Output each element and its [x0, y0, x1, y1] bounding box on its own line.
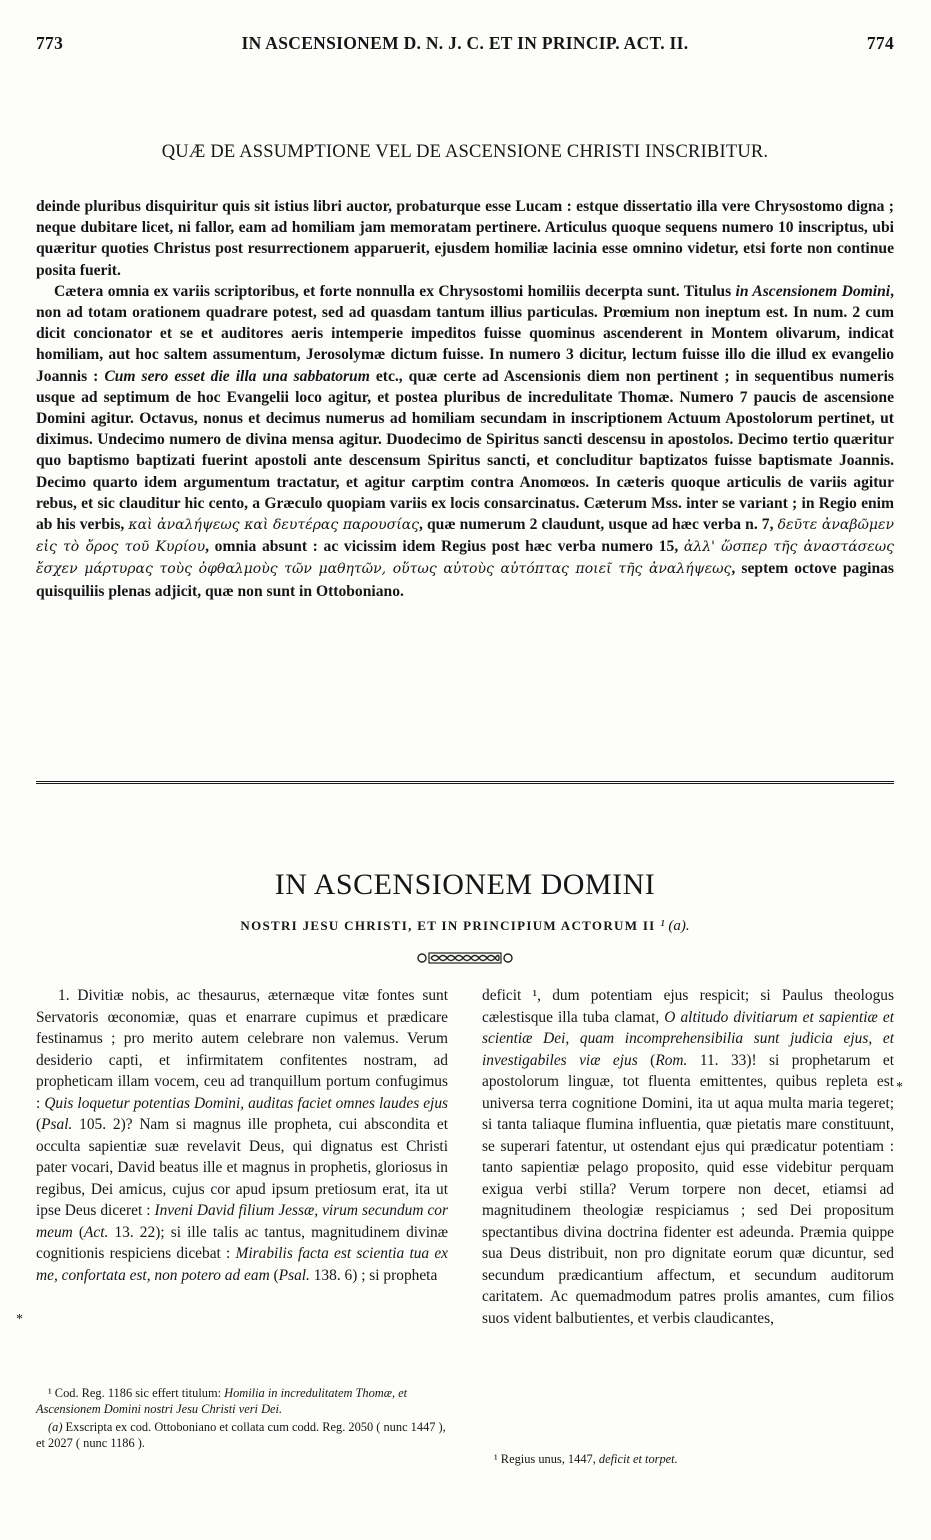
margin-mark: *	[896, 1080, 903, 1095]
greek-quote-2: δεῦτε ἀναβῶμεν εἰς τὸ ὄρος τοῦ Κυρίου	[36, 517, 894, 556]
homily-title: IN ASCENSIONEM DOMINI	[274, 868, 656, 901]
greek-quote-3: ἀλλ' ὥσπερ τῆς ἀναστάσεως ἔσχεν μάρτυρας τοὺς ὀφθαλμοὺς τῶν μαθητῶν, οὕτως αὐτοὺς αὐτόπτας ποιεῖ τῆς ἀναλήψεως	[36, 539, 895, 578]
homily-column-right	[482, 985, 894, 1329]
page-number-left: 773	[36, 33, 64, 53]
footnote-a: (a) Exscripta ex cod. Ottoboniano et collata cum codd. Reg. 2050 ( nunc 1447 ), et 2027 ( nunc 1186 ).	[36, 1420, 446, 1450]
section-heading: QUÆ DE ASSUMPTIONE VEL DE ASCENSIONE CHRISTI INSCRIBITUR.	[161, 142, 769, 162]
running-head	[36, 33, 894, 59]
intro-notice	[36, 196, 894, 602]
homily-column-left	[36, 985, 448, 1286]
ornament-divider	[416, 951, 514, 965]
margin-mark: *	[16, 1312, 23, 1327]
running-title: IN ASCENSIONEM D. N. J. C. ET IN PRINCIP. ACT. II.	[241, 33, 689, 53]
subtitle-note-marks: ¹ (a).	[660, 918, 690, 934]
footnotes-left	[36, 1385, 448, 1453]
greek-quote-1: καὶ ἀναλήψεως καὶ δευτέρας παρουσίας	[128, 517, 420, 534]
section-divider	[36, 781, 894, 784]
homily-paragraph-continued: deficit ¹, dum potentiam ejus respicit; si Paulus theologus cælestisque illa tuba clamat, O altitudo divitiarum et sapientiæ et scientiæ Dei, quam incomprehensibilia sunt judicia ejus, et investigabiles viæ ejus (Rom. 11. 33)! si prophetarum et apostolorum linguæ, tot fluenta emittentes, quibus repleta est universa terra cognitione Domini, ita ut aqua multa maria tegeret; si tanta taliaque flumina influentia, quæ pietatis mare constituunt, se superari fatentur, ut ostendant ejus qui prædicatur potentiam : tanto sapientiæ pelago proposito, quid esse videbitur perquam exigua verbi stilla? Verum torpere non decet, etiamsi ad magnitudinem theologiæ respiciamus ; sed Dei propositum spectantibus divina doctrina fidenter est adeunda. Præmia quippe sua Deus distribuit, non pro dignitate eorum quæ dicuntur, sed secundum prædicantium affectum, et secundum auditorum caritatem. Ac quemadmodum patres prolis amantes, cum filios suos vident balbutientes, et verbis claudicantes,	[482, 987, 894, 1327]
homily-subtitle: NOSTRI JESU CHRISTI, ET IN PRINCIPIUM ACTORUM II ¹ (a).	[240, 918, 690, 934]
page-number-right: 774	[866, 33, 894, 53]
footnote-1: ¹ Cod. Reg. 1186 sic effert titulum: Homilia in incredulitatem Thomæ, et Ascensionem Domini nostri Jesu Christi veri Dei.	[36, 1386, 408, 1416]
intro-paragraph-1: deinde pluribus disquiritur quis sit istius libri auctor, probaturque esse Lucam : estque dissertatio illa vere Chrysostomo digna ; neque dubitare licet, ni fallor, eam ad homiliam jam memoratam pertinere. Articulus quoque sequens numero 10 inscriptus, ubi quæritur quoties Christus post resurrectionem apparuerit, ejusdem homiliæ lacinia esse omnino videtur, etsi forte non continue posita fuerit.	[36, 198, 894, 279]
intro-paragraph-2: Cætera omnia ex variis scriptoribus, et forte nonnulla ex Chrysostomi homiliis decerpta sunt. Titulus in Ascensionem Domini, non ad totam orationem quadrare potest, sed ad quasdam tantum illius particulas. Prœmium non ineptum est. In num. 2 cum dicit concionator et se et auditores aeris intemperie impeditos fuisse quominus ascenderent in Montem olivarum, indicat homiliam, aut hoc saltem assumentum, Jerosolymæ dictum fuisse. In numero 3 dicitur, lectum fuisse illo die illud ex evangelio Joannis : Cum sero esset die illa una sabbatorum etc., quæ certe ad Ascensionis diem non pertinent ; in sequentibus numeris usque ad septimum de hoc Evangelii loco agitur, et postea pluribus de incredulitate Thomæ. Numero 7 paucis de ascensione Domini agitur. Octavus, nonus et decimus numerus ad homiliam secundam in inscriptionem Actuum Apostolorum pertinet, ut diximus. Undecimo numero de divina mensa agitur. Duodecimo de Spiritus sancti descensu in apostolos. Decimo tertio quæritur quo baptismo baptizati fuerint apostoli ante descensum Spiritus sancti, et concluditur baptizatos fuisse baptismate Joannis. Decimo quarto idem argumentum tractatur, et agitur carptim contra Anomœos. In cæteris quoque articulis de variis agitur rebus, et sic clauditur hic cento, a Græculo quopiam variis ex locis consarcinatus. Cæterum Mss. inter se variant ; in Regio enim ab his verbis, καὶ ἀναλήψεως καὶ δευτέρας παρουσίας, quæ numerum 2 claudunt, usque ad hæc verba n. 7, δεῦτε ἀναβῶμεν εἰς τὸ ὄρος τοῦ Κυρίου, omnia absunt : ac vicissim idem Regius post hæc verba numero 15, ἀλλ' ὥσπερ τῆς ἀναστάσεως ἔσχεν μάρτυρας τοὺς ὀφθαλμοὺς τῶν μαθητῶν, οὕτως αὐτοὺς αὐτόπτας ποιεῖ τῆς ἀναλήψεως, septem octove paginas quisquiliis plenas adjicit, quæ non sunt in Ottoboniano.	[36, 282, 895, 600]
homily-paragraph-1: 1. Divitiæ nobis, ac thesaurus, æternæque vitæ fontes sunt Servatoris œconomiæ, quas et enarrare cupimus et prædicare festinamus ; pro merito autem celebrare non valemus. Verum desiderio capti, et infirmitatem confitentes nostram, ad propheticam illam vocem, ceu ad tranquillum portum confugimus : Quis loquetur potentias Domini, auditas faciet omnes laudes ejus (Psal. 105. 2)? Nam si magnus ille propheta, cui abscondita et occulta sapientiæ suæ revelavit Deus, qui dignatus est Christi pater vocari, David beatus ille et magnus in prophetis, gloriosus in regibus, Dei amicus, cujus cor apud ipsum pretiosum erat, ita ut ipse Deus diceret : Inveni David filium Jessæ, virum secundum cor meum (Act. 13. 22); si ille talis ac tantus, magnitudinem divinæ cognitionis respiciens dicebat : Mirabilis facta est scientia tua ex me, confortata est, non potero ad eam (Psal. 138. 6) ; si propheta	[36, 987, 448, 1284]
footnote-right: ¹ Regius unus, 1447, deficit et torpet.	[494, 1452, 678, 1466]
